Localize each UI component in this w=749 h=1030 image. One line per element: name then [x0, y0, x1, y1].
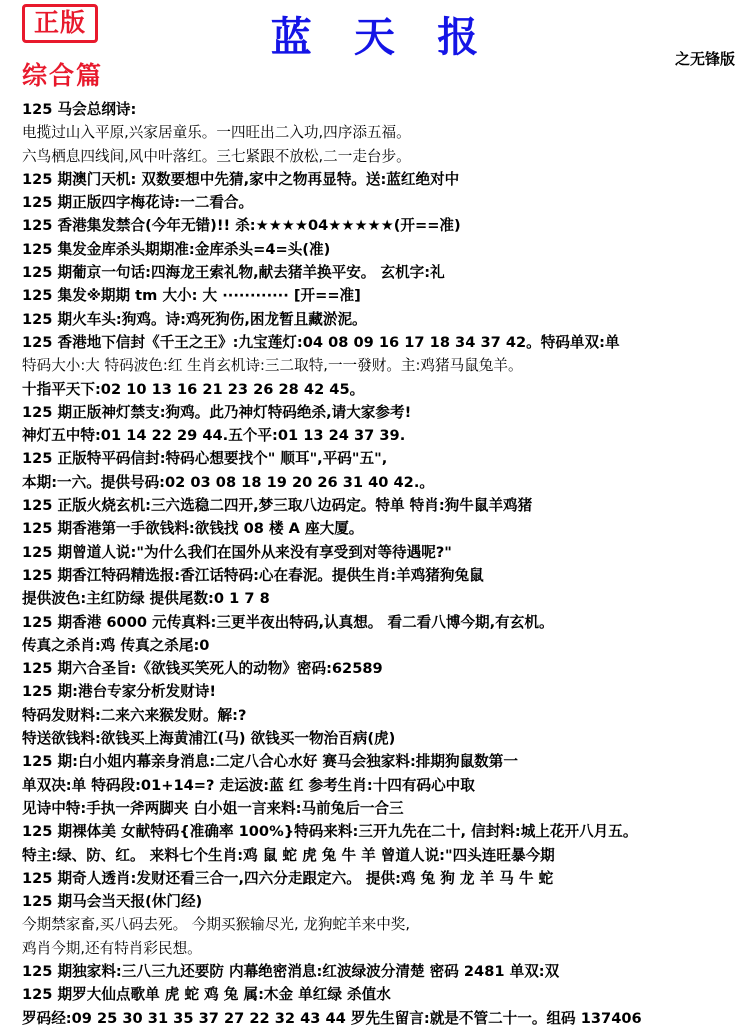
- article-line: 罗码经:09 25 30 31 35 37 27 22 32 43 44 罗先生留言:就是不管二十一。组码 137406: [22, 1009, 642, 1027]
- article-line: 125 期曾道人说:"为什么我们在国外从来没有享受到对等待遇呢?": [22, 543, 452, 561]
- article-line: 本期:一六。提供号码:02 03 08 18 19 20 26 31 40 42.。: [22, 473, 434, 491]
- article-line: 125 期香港第一手欲钱料:欲钱找 08 楼 A 座大厦。: [22, 520, 364, 538]
- article-line: 125 期葡京一句话:四海龙王索礼物,献去猪羊换平安。 玄机字:礼: [22, 264, 445, 282]
- article-line: 特码发财料:二来六来猴发财。解:?: [22, 706, 247, 724]
- article-line: 神灯五中特:01 14 22 29 44.五个平:01 13 24 37 39.: [22, 427, 406, 445]
- article-line: 125 期裸体美 女献特码{准确率 100%}特码来料:三开九先在二十, 信封料:城上花开八月五。: [22, 823, 638, 841]
- article-line: 125 期六合圣旨:《欲钱买笑死人的动物》密码:62589: [22, 660, 383, 678]
- article-line: 提供波色:主红防绿 提供尾数:0 1 7 8: [22, 590, 270, 608]
- article-line: 125 期马会当天报(休门经): [22, 893, 203, 911]
- article-line: 鸡肖今期,还有特肖彩民想。: [22, 939, 202, 957]
- article-line: 125 期火车头:狗鸡。诗:鸡死狗伤,困龙暂且藏淤泥。: [22, 310, 367, 328]
- article-line: 特码大小:大 特码波色:红 生肖玄机诗:三二取特,一一發财。主:鸡猪马鼠兔羊。: [22, 357, 523, 375]
- edition-label: 之无锋版: [674, 50, 735, 68]
- article-line: 六鸟栖息四线间,风中叶落红。三七紧跟不放松,二一走台步。: [22, 147, 411, 165]
- authentic-badge: 正版: [22, 4, 98, 43]
- article-line: 125 期:港台专家分析发财诗!: [22, 683, 216, 701]
- article-line: 125 期正版神灯禁支:狗鸡。此乃神灯特码绝杀,请大家参考!: [22, 403, 412, 421]
- article-line: 125 期正版四字梅花诗:一二看合。: [22, 194, 254, 212]
- article-line: 125 期:白小姐内幕亲身消息:二定八合心水好 赛马会独家料:排期狗鼠数第一: [22, 753, 518, 771]
- article-line: 125 期香港 6000 元传真料:三更半夜出特码,认真想。 看二看八博今期,有玄机。: [22, 613, 554, 631]
- article-line: 125 期澳门天机: 双数要想中先猜,家中之物再显特。送:蓝红绝对中: [22, 170, 460, 188]
- article-line: 125 集发金库杀头期期准:金库杀头=4=头(准): [22, 240, 331, 258]
- page-header: [0, 0, 749, 92]
- article-line: 125 马会总纲诗:: [22, 101, 137, 118]
- article-line: 电揽过山入平原,兴家居童乐。一四旺出二入功,四序添五福。: [22, 124, 411, 142]
- article-line: 单双决:单 特码段:01+14=? 走运波:蓝 红 参考生肖:十四有码心中取: [22, 776, 475, 794]
- article-line: 125 期独家料:三八三九还要防 内幕绝密消息:红波绿波分清楚 密码 2481 单双:双: [22, 962, 560, 980]
- article-line: 特主:绿、防、红。 来料七个生肖:鸡 鼠 蛇 虎 兔 牛 羊 曾道人说:"四头连旺暴今期: [22, 846, 555, 864]
- article-line: 125 期罗大仙点歌单 虎 蛇 鸡 兔 属:木金 单红绿 杀值水: [22, 986, 391, 1004]
- article-line: 125 香港地下信封《千王之王》:九宝莲灯:04 08 09 16 17 18 34 37 42。特码单双:单: [22, 333, 620, 351]
- article-line: 特送欲钱料:欲钱买上海黄浦江(马) 欲钱买一物治百病(虎): [22, 730, 396, 748]
- page-title: 蓝 天 报: [270, 13, 493, 61]
- article-line: 125 期香江特码精选报:香江话特码:心在春泥。提供生肖:羊鸡猪狗兔鼠: [22, 566, 484, 584]
- article-line: 十指平天下:02 10 13 16 21 23 26 28 42 45。: [22, 380, 365, 398]
- article-line: 125 香港集发禁合(今年无错)!! 杀:★★★★04★★★★★(开==准): [22, 217, 461, 235]
- article-line: 今期禁家畜,买八码去死。 今期买猴输尽光, 龙狗蛇羊来中奖,: [22, 916, 411, 934]
- article-line: 传真之杀肖:鸡 传真之杀尾:0: [22, 636, 210, 654]
- article-line: 125 正版特平码信封:特码心想要找个" 顺耳",平码"五",: [22, 450, 388, 468]
- article-body: [22, 98, 739, 1030]
- article-line: 125 集发※期期 tm 大小: 大 ············ [开==准]: [22, 287, 361, 305]
- article-line: 见诗中特:手执一斧两脚夹 白小姐一言来料:马前兔后一合三: [22, 799, 404, 817]
- article-line: 125 期奇人透肖:发财还看三合一,四六分走跟定六。 提供:鸡 兔 狗 龙 羊 马 牛 蛇: [22, 869, 554, 887]
- article-line: 125 正版火烧玄机:三六选稳二四开,梦三取八边码定。特单 特肖:狗牛鼠羊鸡猪: [22, 497, 533, 515]
- section-title: 综合篇: [22, 61, 104, 90]
